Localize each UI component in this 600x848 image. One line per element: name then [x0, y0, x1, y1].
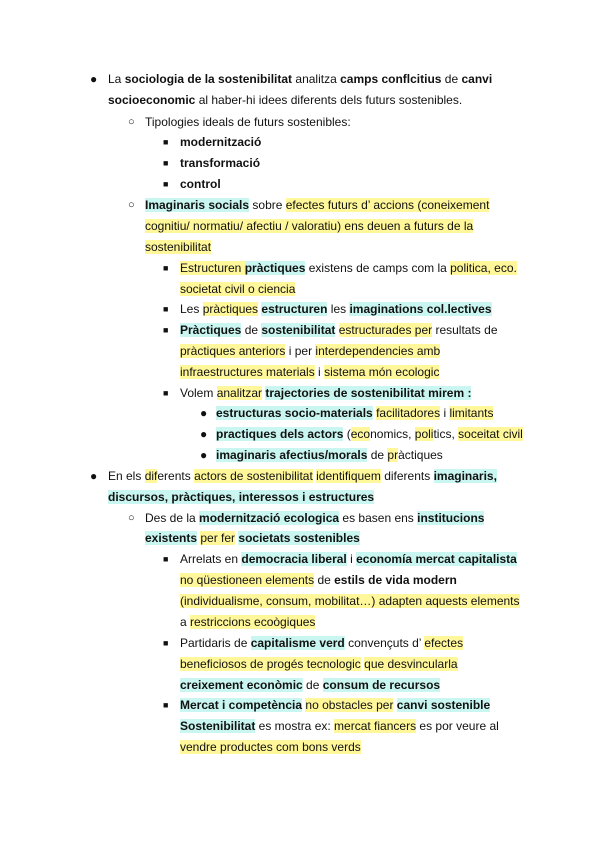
list-bullet-icon: ■ — [163, 638, 169, 648]
text-run: pràctiques — [202, 302, 259, 316]
list-bullet-icon: ○ — [128, 116, 135, 128]
list-bullet-icon: ■ — [163, 554, 169, 564]
text-line — [180, 740, 361, 756]
text-run: identifiquem — [316, 469, 381, 483]
text-run: discursos, pràctiques, interessos i estructures — [108, 490, 375, 504]
text-run: al haber-hi idees diferents dels futurs sostenibles. — [195, 93, 463, 107]
text-run: es mostra ex: — [255, 719, 335, 733]
text-run: pràctiques anteriors — [180, 344, 286, 358]
text-run: de — [367, 448, 388, 462]
text-run: estils de vida modern — [334, 573, 457, 587]
text-run: poli — [414, 427, 434, 441]
text-run: existents — [145, 531, 198, 545]
list-bullet-icon: ● — [200, 427, 208, 441]
list-bullet-icon: ■ — [163, 158, 169, 168]
text-run: convençuts d’ — [344, 636, 425, 650]
text-line — [180, 698, 490, 714]
text-run: canvi — [461, 72, 493, 86]
text-run: economía mercat capitalista — [356, 552, 517, 566]
text-run: sistema món ecologic — [324, 365, 440, 379]
text-run: per fer — [200, 531, 236, 545]
text-run: sobre — [249, 198, 286, 212]
text-run: i per — [285, 344, 316, 358]
text-run: que desvincularla — [364, 657, 458, 671]
text-run: infraestructures materials — [180, 365, 315, 379]
text-run: camps conflcitius — [340, 72, 442, 86]
text-line — [180, 719, 499, 735]
text-run: societat civil o ciencia — [180, 282, 296, 296]
text-run: Imaginaris socials — [145, 198, 250, 212]
text-run: analitzar — [216, 386, 263, 400]
list-bullet-icon: ○ — [128, 199, 135, 211]
text-run: mercat fiancers — [334, 719, 417, 733]
text-line — [108, 469, 497, 485]
text-run: beneficiosos de progés tecnologic — [180, 657, 361, 671]
text-run: a — [180, 615, 191, 629]
text-line — [180, 573, 457, 589]
text-line — [145, 219, 473, 235]
text-line — [145, 511, 484, 527]
list-bullet-icon: ■ — [163, 137, 169, 147]
text-run: eco — [350, 427, 371, 441]
text-run: Estructuren — [180, 261, 245, 275]
text-run: limitants — [449, 406, 494, 420]
text-run: no obstacles per — [305, 698, 394, 712]
text-line — [180, 657, 458, 673]
text-line — [180, 365, 439, 381]
text-run: La — [108, 72, 125, 86]
list-bullet-icon: ■ — [163, 325, 169, 335]
text-line — [145, 240, 211, 256]
text-line — [180, 261, 517, 277]
text-line — [180, 302, 492, 318]
text-run: institucions — [417, 511, 485, 525]
text-run: diferents — [380, 469, 434, 483]
text-line — [180, 156, 260, 172]
text-run: efectes — [424, 636, 464, 650]
text-run: modernització — [180, 135, 262, 149]
text-run: sostenibilitat — [145, 240, 212, 254]
text-line — [180, 344, 440, 360]
text-run: de — [441, 72, 462, 86]
text-line — [216, 427, 523, 443]
text-line — [180, 678, 440, 694]
text-line — [108, 72, 492, 88]
text-run: transformació — [180, 156, 261, 170]
text-run: cognitiu/ normatiu/ afectiu / valoratiu) ens deuen a futurs de la — [145, 219, 474, 233]
text-run: sostenibilitat — [261, 323, 336, 337]
text-line — [216, 406, 493, 422]
text-line — [180, 386, 471, 402]
text-run: Pràctiques — [180, 323, 242, 337]
text-run: pr — [387, 448, 399, 462]
text-run: estructurades per — [338, 323, 433, 337]
text-line — [145, 198, 489, 214]
text-run: soceitat civil — [458, 427, 523, 441]
text-run: facilitadores — [376, 406, 441, 420]
text-run: i — [440, 406, 450, 420]
text-run: no qüestioneen elements — [180, 573, 315, 587]
text-run: socioeconomic — [108, 93, 196, 107]
text-run: practiques dels actors — [216, 427, 344, 441]
text-run: i — [346, 552, 357, 566]
text-run: sociologia de la sostenibilitat — [124, 72, 293, 86]
text-run: consum de recursos — [322, 678, 441, 692]
text-run: Les — [180, 302, 203, 316]
list-bullet-icon: ■ — [163, 304, 169, 314]
list-bullet-icon: ■ — [163, 700, 169, 710]
text-run: trajectories de sostenibilitat mirem : — [265, 386, 472, 400]
text-run: interdependencies amb — [315, 344, 441, 358]
text-run: existens de camps com la — [305, 261, 451, 275]
text-run: es basen ens — [339, 511, 418, 525]
text-run: creixement econòmic — [180, 678, 303, 692]
text-line — [180, 615, 315, 631]
text-run: resultats de — [432, 323, 498, 337]
text-run: tics, — [433, 427, 459, 441]
text-run: analitza — [292, 72, 341, 86]
text-run: Partidaris de — [180, 636, 251, 650]
text-line — [145, 531, 360, 547]
text-run: imaginaris afectius/morals — [216, 448, 368, 462]
text-line — [180, 323, 498, 339]
text-run: dif — [144, 469, 158, 483]
text-run: restriccions ecoògiques — [190, 615, 316, 629]
list-bullet-icon: ■ — [163, 179, 169, 189]
list-bullet-icon: ● — [90, 72, 98, 86]
text-run: En els — [108, 469, 145, 483]
text-run: estructuras socio-materials — [216, 406, 373, 420]
text-run: àctiques — [398, 448, 443, 462]
text-run: modernització ecologica — [199, 511, 340, 525]
text-line — [180, 636, 463, 652]
text-line — [180, 177, 221, 193]
text-run: control — [180, 177, 221, 191]
text-run: democracia liberal — [241, 552, 347, 566]
text-run: imaginations col.lectives — [349, 302, 492, 316]
text-run: erents — [157, 469, 195, 483]
text-run: Arrelats en — [180, 552, 242, 566]
text-run: efectes futurs d’ accions (coneixement — [285, 198, 490, 212]
list-bullet-icon: ● — [90, 469, 98, 483]
text-run: de — [241, 323, 262, 337]
text-line — [180, 552, 517, 568]
text-line — [180, 135, 261, 151]
text-line — [216, 448, 443, 464]
text-line — [145, 115, 351, 131]
list-bullet-icon: ● — [200, 406, 208, 420]
text-run: Des de la — [145, 511, 200, 525]
list-bullet-icon: ○ — [128, 512, 135, 524]
text-run: Mercat i competència — [180, 698, 303, 712]
text-run: politica, eco. — [450, 261, 517, 275]
text-run: estructuren — [261, 302, 328, 316]
text-run: les — [327, 302, 350, 316]
text-line — [108, 490, 374, 506]
text-run: Tipologies ideals de futurs sostenibles: — [145, 115, 351, 129]
text-run: pràctiques — [244, 261, 306, 275]
text-run: canvi sostenible — [396, 698, 491, 712]
text-run: societats sostenibles — [238, 531, 360, 545]
text-run: i — [314, 365, 325, 379]
text-line — [180, 282, 295, 298]
text-line — [180, 594, 520, 610]
list-bullet-icon: ■ — [163, 388, 169, 398]
list-bullet-icon: ● — [200, 448, 208, 462]
text-run: es por veure al — [416, 719, 499, 733]
list-bullet-icon: ■ — [163, 263, 169, 273]
text-run: imaginaris, — [433, 469, 497, 483]
text-run: capitalisme verd — [250, 636, 345, 650]
text-line — [108, 93, 462, 109]
text-run: (individualisme, consum, mobilitat…) adapten aquests elements — [180, 594, 520, 608]
text-run: de — [314, 573, 335, 587]
text-run: nomics, — [370, 427, 415, 441]
text-run: Volem — [180, 386, 217, 400]
text-run: Sostenibilitat — [180, 719, 256, 733]
text-run: vendre productes com bons verds — [180, 740, 361, 754]
text-run: ( — [343, 427, 351, 441]
text-run: actors de sostenibilitat — [194, 469, 313, 483]
text-run: de — [302, 678, 323, 692]
